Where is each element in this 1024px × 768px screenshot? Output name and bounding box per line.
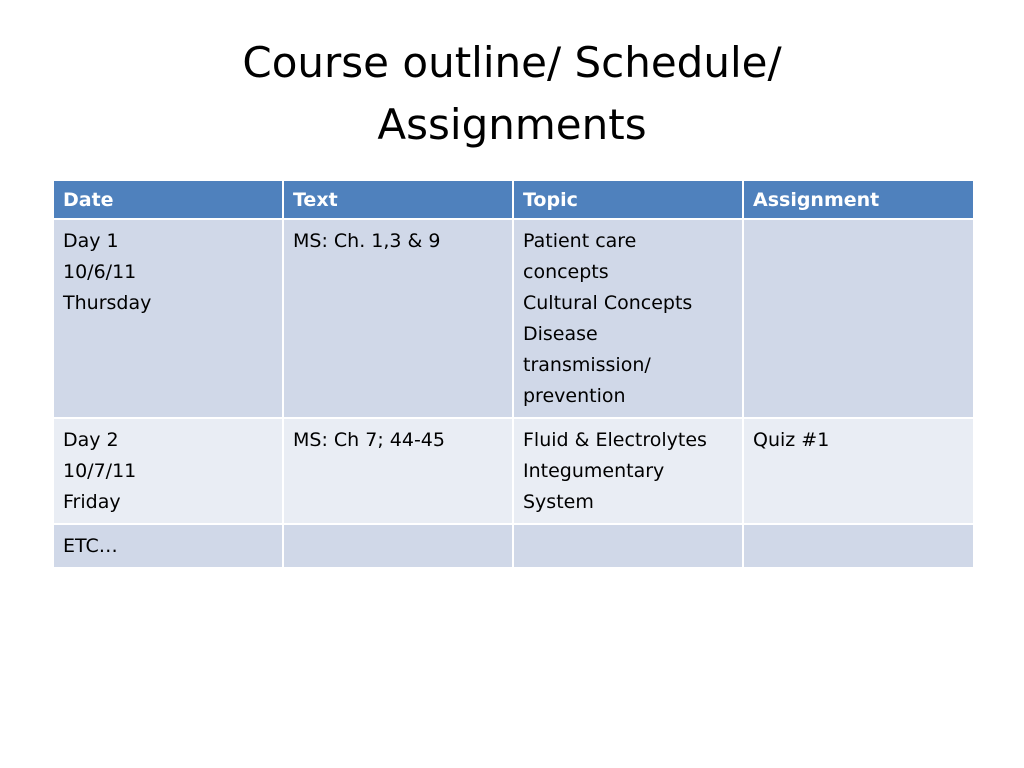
header-assignment: Assignment — [743, 180, 974, 219]
header-text: Text — [283, 180, 513, 219]
header-date: Date — [53, 180, 283, 219]
header-topic: Topic — [513, 180, 743, 219]
cell-date: ETC… — [53, 524, 283, 568]
cell-date: Day 1 10/6/11 Thursday — [53, 219, 283, 418]
table-row — [53, 219, 974, 418]
cell-text — [283, 524, 513, 568]
table-row — [53, 418, 974, 524]
cell-text: MS: Ch 7; 44-45 — [283, 418, 513, 524]
cell-topic — [513, 524, 743, 568]
cell-text: MS: Ch. 1,3 & 9 — [283, 219, 513, 418]
cell-topic: Patient care concepts Cultural Concepts Disease transmission/ prevention — [513, 219, 743, 418]
cell-assignment: Quiz #1 — [743, 418, 974, 524]
slide-title-line-1: Course outline/ Schedule/ — [242, 38, 782, 87]
cell-topic: Fluid & Electrolytes Integumentary System — [513, 418, 743, 524]
slide-title-line-2: Assignments — [377, 100, 647, 149]
table-row — [53, 524, 974, 568]
cell-assignment — [743, 524, 974, 568]
cell-assignment — [743, 219, 974, 418]
table-header-row — [53, 180, 974, 219]
schedule-table — [52, 179, 975, 569]
slide-title — [80, 32, 944, 156]
cell-date: Day 2 10/7/11 Friday — [53, 418, 283, 524]
